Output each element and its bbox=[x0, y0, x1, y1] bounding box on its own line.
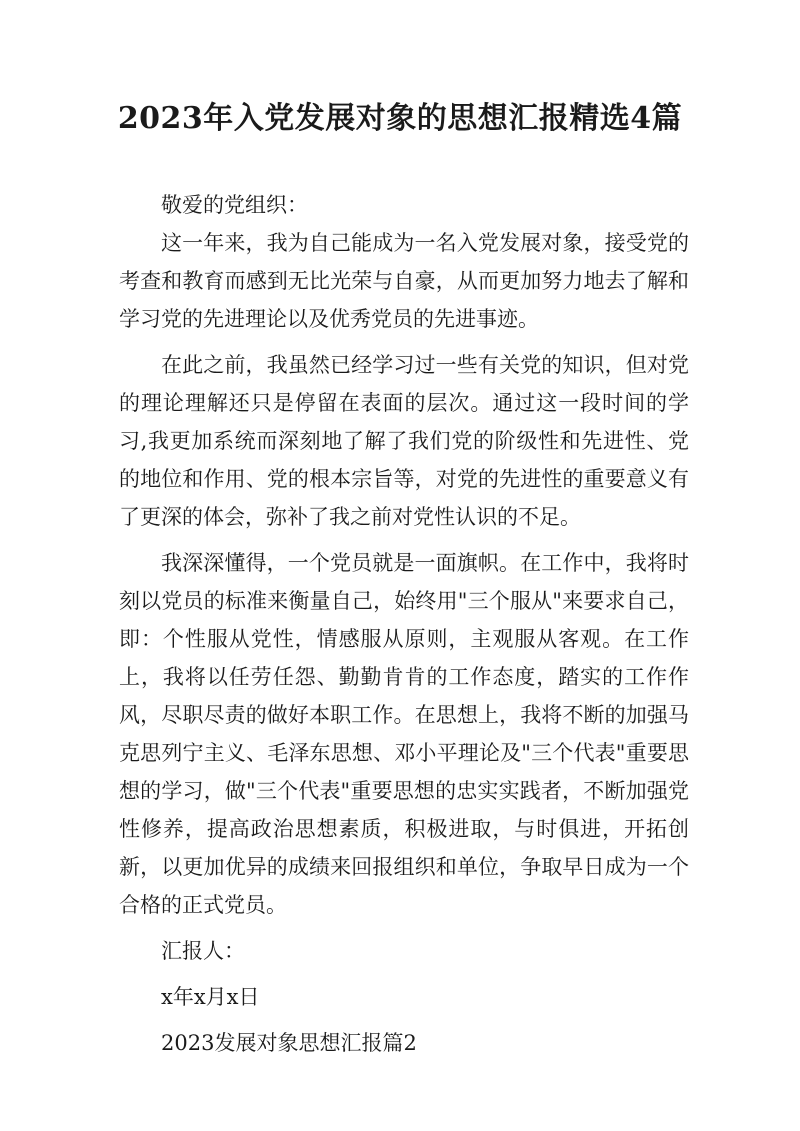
document-body bbox=[119, 186, 689, 1062]
body-paragraph-2: 在此之前，我虽然已经学习过一些有关党的知识，但对党的理论理解还只是停留在表面的层次。通过这一段时间的学习,我更加系统而深刻地了解了我们党的阶级性和先进性、党的地位和作用、党的根本宗旨等，对党的先进性的重要意义有了更深的体会，弥补了我之前对党性认识的不足。 bbox=[119, 353, 689, 529]
body-paragraph-1: 这一年来，我为自己能成为一名入党发展对象，接受党的考查和教育而感到无比光荣与自豪，从而更加努力地去了解和学习党的先进理论以及优秀党员的先进事迹。 bbox=[119, 231, 689, 331]
salutation: 敬爱的党组织： bbox=[161, 193, 308, 217]
reporter-label: 汇报人： bbox=[161, 939, 245, 963]
body-paragraph-3: 我深深懂得，一个党员就是一面旗帜。在工作中，我将时刻以党员的标准来衡量自己，始终用"三个服从"来要求自己，即：个性服从党性，情感服从原则，主观服从客观。在工作上，我将以任劳任怨、勤勤肯肯的工作态度，踏实的工作作风，尽职尽责的做好本职工作。在思想上，我将不断的加强马克思列宁主义、毛泽东思想、邓小平理论及"三个代表"重要思想的学习，做"三个代表"重要思想的忠实实践者，不断加强党性修养，提高政治思想素质，积极进取，与时俱进，开拓创新，以更加优异的成绩来回报组织和单位，争取早日成为一个合格的正式党员。 bbox=[119, 551, 689, 917]
document-title: 2023年入党发展对象的思想汇报精选4篇 bbox=[117, 101, 683, 136]
next-section-heading: 2023发展对象思想汇报篇2 bbox=[161, 1031, 417, 1055]
date-line: x年x月x日 bbox=[161, 985, 260, 1009]
